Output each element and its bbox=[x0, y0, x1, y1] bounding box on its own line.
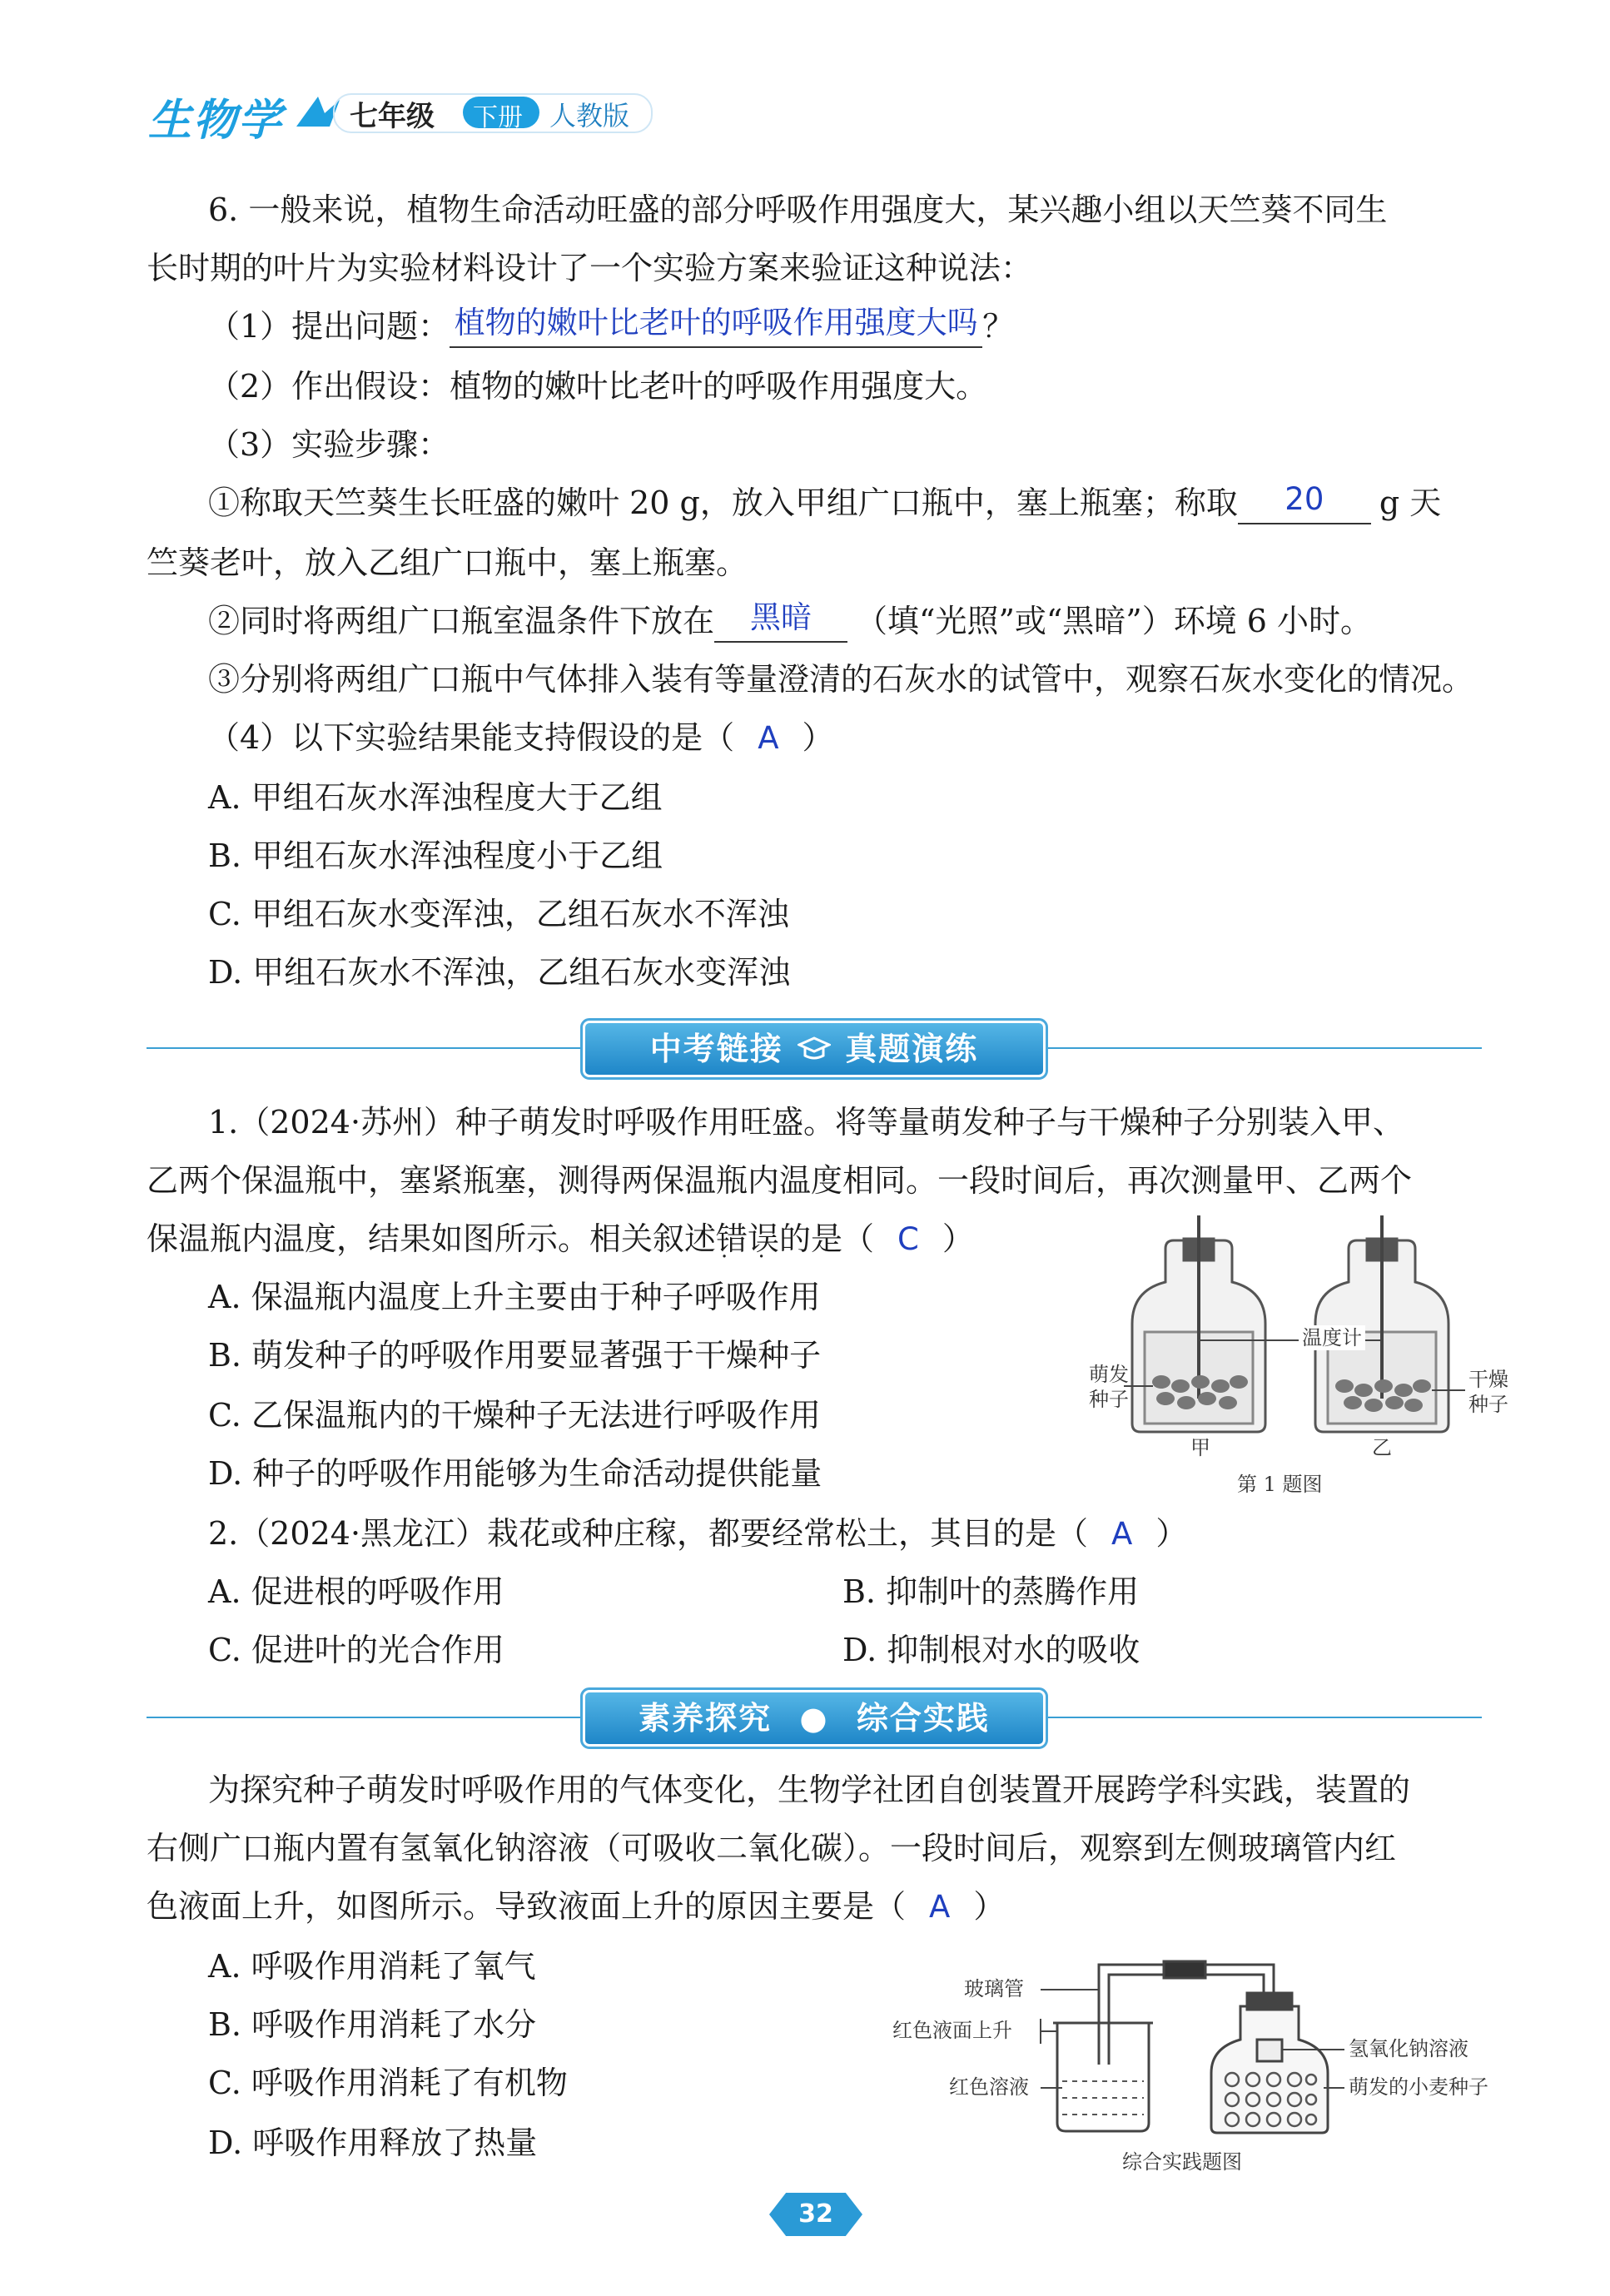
z1-stem-end: ） bbox=[942, 1220, 974, 1257]
s-stem-text: 色液面上升，如图所示。导致液面上升的原因主要是（ bbox=[147, 1888, 907, 1925]
q6-part3: （3）实验步骤： bbox=[208, 426, 450, 463]
dry-label-2: 种子 bbox=[1468, 1393, 1508, 1416]
q6-option-d[interactable]: D. 甲组石灰水不浑浊，乙组石灰水变浑浊 bbox=[208, 954, 791, 991]
banner1-rule-right bbox=[1041, 1047, 1482, 1049]
header-volume: 下册 bbox=[473, 103, 523, 132]
s-option-a[interactable]: A. 呼吸作用消耗了氧气 bbox=[208, 1948, 536, 1985]
q6-step1-cont: 竺葵老叶，放入乙组广口瓶中，塞上瓶塞。 bbox=[147, 544, 748, 581]
z2-stem-end: ） bbox=[1155, 1515, 1188, 1552]
z1-option-c[interactable]: C. 乙保温瓶内的干燥种子无法进行呼吸作用 bbox=[208, 1397, 821, 1434]
header-edition: 人教版 bbox=[549, 100, 630, 132]
q6-part1-answer: 植物的嫩叶比老叶的呼吸作用强度大吗 bbox=[454, 305, 978, 340]
s-option-c[interactable]: C. 呼吸作用消耗了有机物 bbox=[208, 2065, 568, 2101]
q6-part2: （2）作出假设：植物的嫩叶比老叶的呼吸作用强度大。 bbox=[208, 368, 988, 405]
z2-stem-text: 2.（2024·黑龙江）栽花或种庄稼，都要经常松土，其目的是（ bbox=[208, 1515, 1089, 1552]
thermos-diagram bbox=[1074, 1215, 1507, 1465]
q6-option-c[interactable]: C. 甲组石灰水变浑浊，乙组石灰水不浑浊 bbox=[208, 896, 789, 932]
z2-option-d[interactable]: D. 抑制根对水的吸收 bbox=[842, 1632, 1140, 1668]
z2-option-a[interactable]: A. 促进根的呼吸作用 bbox=[208, 1573, 504, 1610]
z2-option-c[interactable]: C. 促进叶的光合作用 bbox=[208, 1632, 504, 1668]
thermometer-label: 温度计 bbox=[1299, 1325, 1365, 1350]
z1-option-d[interactable]: D. 种子的呼吸作用能够为生命活动提供能量 bbox=[208, 1455, 822, 1492]
banner2-rule-right bbox=[1041, 1717, 1482, 1718]
s-stem-line3 bbox=[147, 1885, 1005, 1929]
q6-step1 bbox=[208, 481, 1441, 524]
seeds-label: 萌发的小麦种子 bbox=[1349, 2075, 1488, 2099]
q6-step2-blank[interactable] bbox=[714, 599, 847, 643]
z2-answer: A bbox=[1111, 1516, 1133, 1552]
q6-step3: ③分别将两组广口瓶中气体排入装有等量澄清的石灰水的试管中，观察石灰水变化的情况。 bbox=[208, 661, 1474, 698]
banner1-rule-left bbox=[147, 1047, 584, 1049]
q6-step1-blank[interactable] bbox=[1238, 481, 1371, 524]
bottle-yi-label: 乙 bbox=[1372, 1436, 1392, 1459]
graduation-cap-icon bbox=[796, 1026, 832, 1077]
q6-part4-answer: A bbox=[758, 720, 779, 756]
banner2-rule-left bbox=[147, 1717, 584, 1718]
red-level-label: 红色液面上升 bbox=[892, 2019, 1012, 2042]
banner2-left: 素养探究 bbox=[639, 1700, 773, 1737]
bottle-jia-label: 甲 bbox=[1190, 1436, 1210, 1459]
dry-label-1: 干燥 bbox=[1468, 1368, 1508, 1391]
glass-tube-label: 玻璃管 bbox=[964, 1977, 1024, 2000]
s-answer: A bbox=[929, 1889, 951, 1925]
s-stem-end: ） bbox=[973, 1888, 1006, 1925]
s-option-b[interactable]: B. 呼吸作用消耗了水分 bbox=[208, 2006, 537, 2043]
q6-step2 bbox=[208, 599, 1372, 643]
figure-thermos bbox=[1074, 1215, 1507, 1498]
figure2-caption: 综合实践题图 bbox=[1122, 2150, 1242, 2174]
header-grade: 七年级 bbox=[350, 100, 435, 133]
z1-stem-text: 保温瓶内温度，结果如图所示。相关叙述 bbox=[147, 1220, 717, 1257]
germinating-label-1: 萌发 bbox=[1089, 1363, 1129, 1386]
q6-stem-line2: 长时期的叶片为实验材料设计了一个实验方案来验证这种说法： bbox=[147, 250, 1033, 286]
banner-zhongkao bbox=[583, 1021, 1046, 1077]
q6-option-a[interactable]: A. 甲组石灰水浑浊程度大于乙组 bbox=[208, 779, 663, 816]
z2-stem bbox=[208, 1512, 1187, 1556]
q6-part4-text: （4）以下实验结果能支持假设的是（ bbox=[208, 719, 735, 756]
s-stem-line1: 为探究种子萌发时呼吸作用的气体变化，生物学社团自创装置开展跨学科实践，装置的 bbox=[208, 1772, 1411, 1808]
banner1-right: 真题演练 bbox=[845, 1031, 979, 1067]
s-stem-line2: 右侧广口瓶内置有氢氧化钠溶液（可吸收二氧化碳）。一段时间后，观察到左侧玻璃管内红 bbox=[147, 1830, 1397, 1866]
page-number: 32 bbox=[798, 2199, 833, 2229]
q6-stem-line1: 6. 一般来说，植物生命活动旺盛的部分呼吸作用强度大，某兴趣小组以天竺葵不同生 bbox=[208, 191, 1388, 228]
q6-part1 bbox=[208, 305, 1014, 348]
q6-option-b[interactable]: B. 甲组石灰水浑浊程度小于乙组 bbox=[208, 837, 663, 874]
z1-stem-line1: 1.（2024·苏州）种子萌发时呼吸作用旺盛。将等量萌发种子与干燥种子分别装入甲、 bbox=[208, 1104, 1405, 1141]
banner1-left: 中考链接 bbox=[649, 1031, 783, 1067]
z1-stem-text2: 的是（ bbox=[779, 1220, 875, 1257]
q6-step2-answer: 黑暗 bbox=[750, 599, 812, 635]
red-solution-label: 红色溶液 bbox=[949, 2075, 1029, 2099]
z1-option-a[interactable]: A. 保温瓶内温度上升主要由于种子呼吸作用 bbox=[208, 1279, 821, 1315]
q6-part1-label: （1）提出问题： bbox=[208, 308, 450, 345]
q6-step1-unit: g 天 bbox=[1379, 485, 1442, 521]
q6-part1-blank[interactable] bbox=[450, 305, 982, 348]
banner2-right: 综合实践 bbox=[856, 1700, 990, 1737]
banner-suyang bbox=[583, 1690, 1046, 1747]
z2-option-b[interactable]: B. 抑制叶的蒸腾作用 bbox=[842, 1573, 1140, 1610]
figure1-caption: 第 1 题图 bbox=[1237, 1473, 1323, 1496]
q6-step2-text-end: （填“光照”或“黑暗”）环境 6 小时。 bbox=[856, 603, 1373, 639]
q6-step1-answer: 20 bbox=[1285, 481, 1324, 517]
z1-emphasis: 错误 · · bbox=[716, 1217, 779, 1260]
z1-stem-line2: 乙两个保温瓶中，塞紧瓶塞，测得两保温瓶内温度相同。一段时间后，再次测量甲、乙两个 bbox=[147, 1162, 1413, 1199]
naoh-label: 氢氧化钠溶液 bbox=[1349, 2037, 1468, 2060]
q6-part4-end: ） bbox=[802, 719, 834, 756]
germinating-label-2: 种子 bbox=[1089, 1388, 1129, 1411]
q6-step2-text: ②同时将两组广口瓶室温条件下放在 bbox=[208, 603, 715, 639]
q6-part1-end: ？ bbox=[982, 308, 1015, 345]
header bbox=[133, 82, 666, 146]
s-option-d[interactable]: D. 呼吸作用释放了热量 bbox=[208, 2125, 538, 2161]
q6-part4 bbox=[208, 716, 834, 760]
header-logo: 生物学 bbox=[148, 96, 284, 146]
z1-option-b[interactable]: B. 萌发种子的呼吸作用要显著强于干燥种子 bbox=[208, 1337, 822, 1374]
bullet-dot-icon: ● bbox=[799, 1700, 829, 1737]
figure-apparatus bbox=[891, 1956, 1490, 2173]
q6-step1-text: ①称取天竺葵生长旺盛的嫩叶 20 g，放入甲组广口瓶中，塞上瓶塞；称取 bbox=[208, 485, 1238, 521]
z1-stem-line3 bbox=[147, 1217, 974, 1261]
z1-answer: C bbox=[897, 1221, 919, 1257]
